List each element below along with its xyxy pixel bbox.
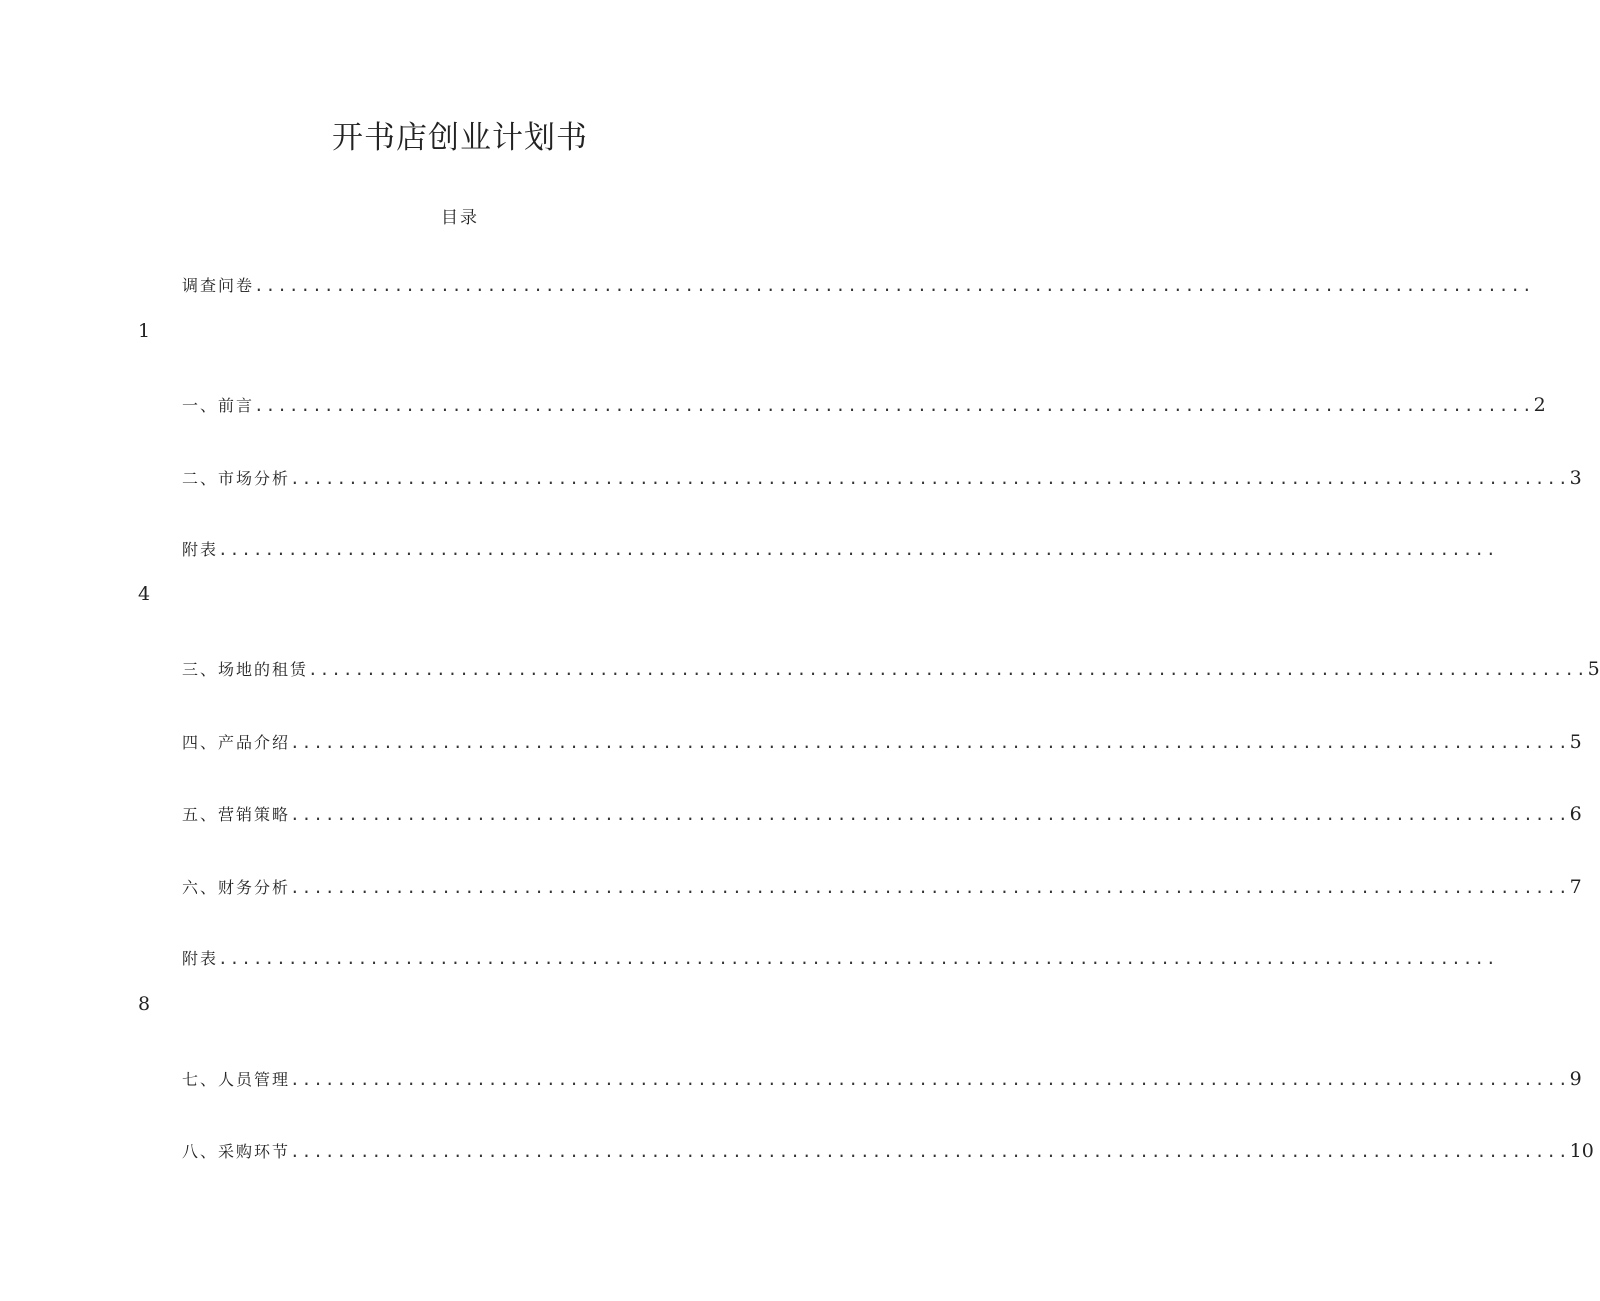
toc-entry-label: 四、产品介绍 <box>182 733 291 752</box>
toc-entry-label: 一、前言 <box>182 396 255 415</box>
toc-entry[interactable] <box>182 802 1582 826</box>
toc-leader-dots: .............................................................................................................. <box>290 878 1570 897</box>
toc-entry[interactable] <box>182 875 1582 899</box>
toc-entry-page: 4 <box>138 583 151 605</box>
toc-entry[interactable] <box>182 393 1546 417</box>
toc-entry-label: 附表 <box>182 540 219 559</box>
toc-leader-dots: .............................................................................................................. <box>308 660 1588 679</box>
toc-leader-dots: .............................................................................................................. <box>290 733 1570 752</box>
toc-entry[interactable] <box>182 538 1498 562</box>
toc-entry-page: 1 <box>138 320 151 342</box>
toc-leader-dots: .............................................................................................................. <box>218 540 1498 559</box>
toc-entry-page: 8 <box>138 993 151 1015</box>
toc-entry-label: 调查问卷 <box>182 276 255 295</box>
toc-heading: 目录 <box>441 208 479 228</box>
toc-entry[interactable] <box>182 1067 1582 1091</box>
toc-entry-page: 7 <box>1569 876 1582 898</box>
toc-entry-label: 八、采购环节 <box>182 1142 291 1161</box>
toc-entry-page: 5 <box>1569 731 1582 753</box>
toc-entry[interactable] <box>182 657 1600 681</box>
toc-entry[interactable] <box>182 730 1582 754</box>
toc-entry-page: 2 <box>1533 394 1546 416</box>
toc-leader-dots: .............................................................................................................. <box>254 276 1534 295</box>
toc-entry-page: 5 <box>1587 658 1600 680</box>
toc-entry-label: 六、财务分析 <box>182 878 291 897</box>
toc-entry-page: 10 <box>1569 1140 1594 1162</box>
toc-entry[interactable] <box>182 1139 1594 1163</box>
toc-entry-label: 二、市场分析 <box>182 469 291 488</box>
toc-leader-dots: .............................................................................................................. <box>290 1070 1570 1089</box>
toc-entry-page: 6 <box>1569 803 1582 825</box>
toc-entry[interactable] <box>182 947 1498 971</box>
toc-entry[interactable] <box>182 466 1582 490</box>
toc-leader-dots: .............................................................................................................. <box>218 949 1498 968</box>
toc-entry-label: 附表 <box>182 949 219 968</box>
toc-entry-label: 三、场地的租赁 <box>182 660 309 679</box>
toc-leader-dots: .............................................................................................................. <box>290 469 1570 488</box>
toc-entry[interactable] <box>182 274 1534 298</box>
toc-entry-page: 3 <box>1569 467 1582 489</box>
toc-entry-page: 9 <box>1569 1068 1582 1090</box>
toc-entry-label: 七、人员管理 <box>182 1070 291 1089</box>
document-title: 开书店创业计划书 <box>332 120 588 156</box>
toc-leader-dots: .............................................................................................................. <box>254 396 1534 415</box>
toc-leader-dots: .............................................................................................................. <box>290 805 1570 824</box>
toc-entry-label: 五、营销策略 <box>182 805 291 824</box>
toc-leader-dots: .............................................................................................................. <box>290 1142 1570 1161</box>
